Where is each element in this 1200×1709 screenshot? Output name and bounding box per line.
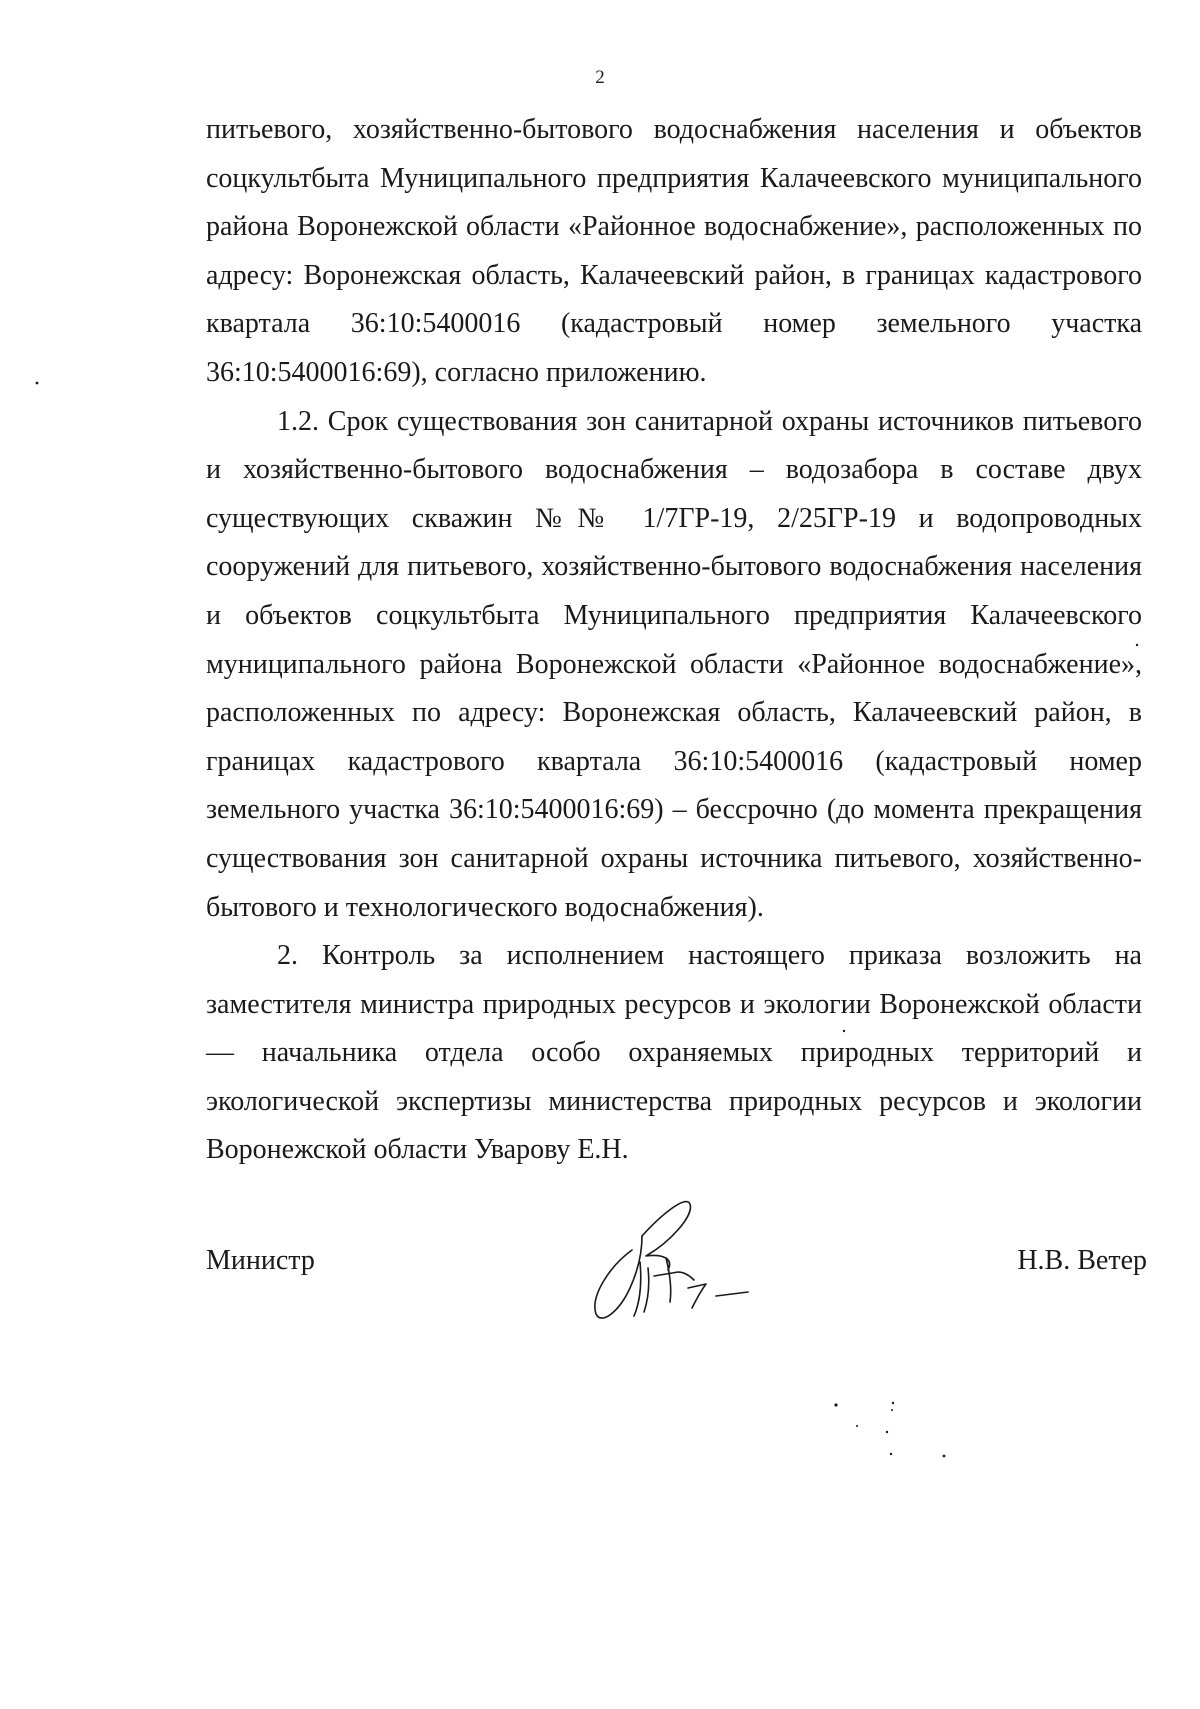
paragraph-1-2-duration: 1.2. Срок существования зон санитарной охраны источников питьевого и хозяйственно-бытового водоснабжения – водозабора в составе двух существующих скважин №№ 1/7ГР-19, 2/25ГР-19 и водопроводных сооружений для питьевого, хозяйственно-бытового водоснабжения населения и объектов соцкультбыта Муниципального предприятия Калачеевского муниципального района Воронежской области «Районное водоснабжение», расположенных по адресу: Воронежская область, Калачеевский район, в границах кадастрового квартала 36:10:5400016 (кадастровый номер земельного участка 36:10:5400016:69) – бессрочно (до момента прекращения существования зон санитарной охраны источника питьевого, хозяйственно-бытового и технологического водоснабжения). (206, 405, 1142, 923)
signatory-name: Н.В. Ветер (1017, 1245, 1147, 1276)
signatory-title: Министр (206, 1245, 315, 1276)
page-number: 2 (595, 67, 605, 88)
paragraph-continuation: питьевого, хозяйственно-бытового водоснабжения населения и объектов соцкультбыта Муниципального предприятия Калачеевского муниципального района Воронежской области «Районное водоснабжение», расположенных по адресу: Воронежская область, Калачеевский район, в границах кадастрового квартала 36:10:5400016 (кадастровый номер земельного участка 36:10:5400016:69), согласно приложению. (206, 114, 1142, 388)
paragraph-2-control: 2. Контроль за исполнением настоящего приказа возложить на заместителя министра природных ресурсов и экологии Воронежской области — начальника отдела особо охраняемых природных территорий и экологической экспертизы министерства природных ресурсов и экологии Воронежской области Уварову Е.Н. (206, 940, 1142, 1166)
